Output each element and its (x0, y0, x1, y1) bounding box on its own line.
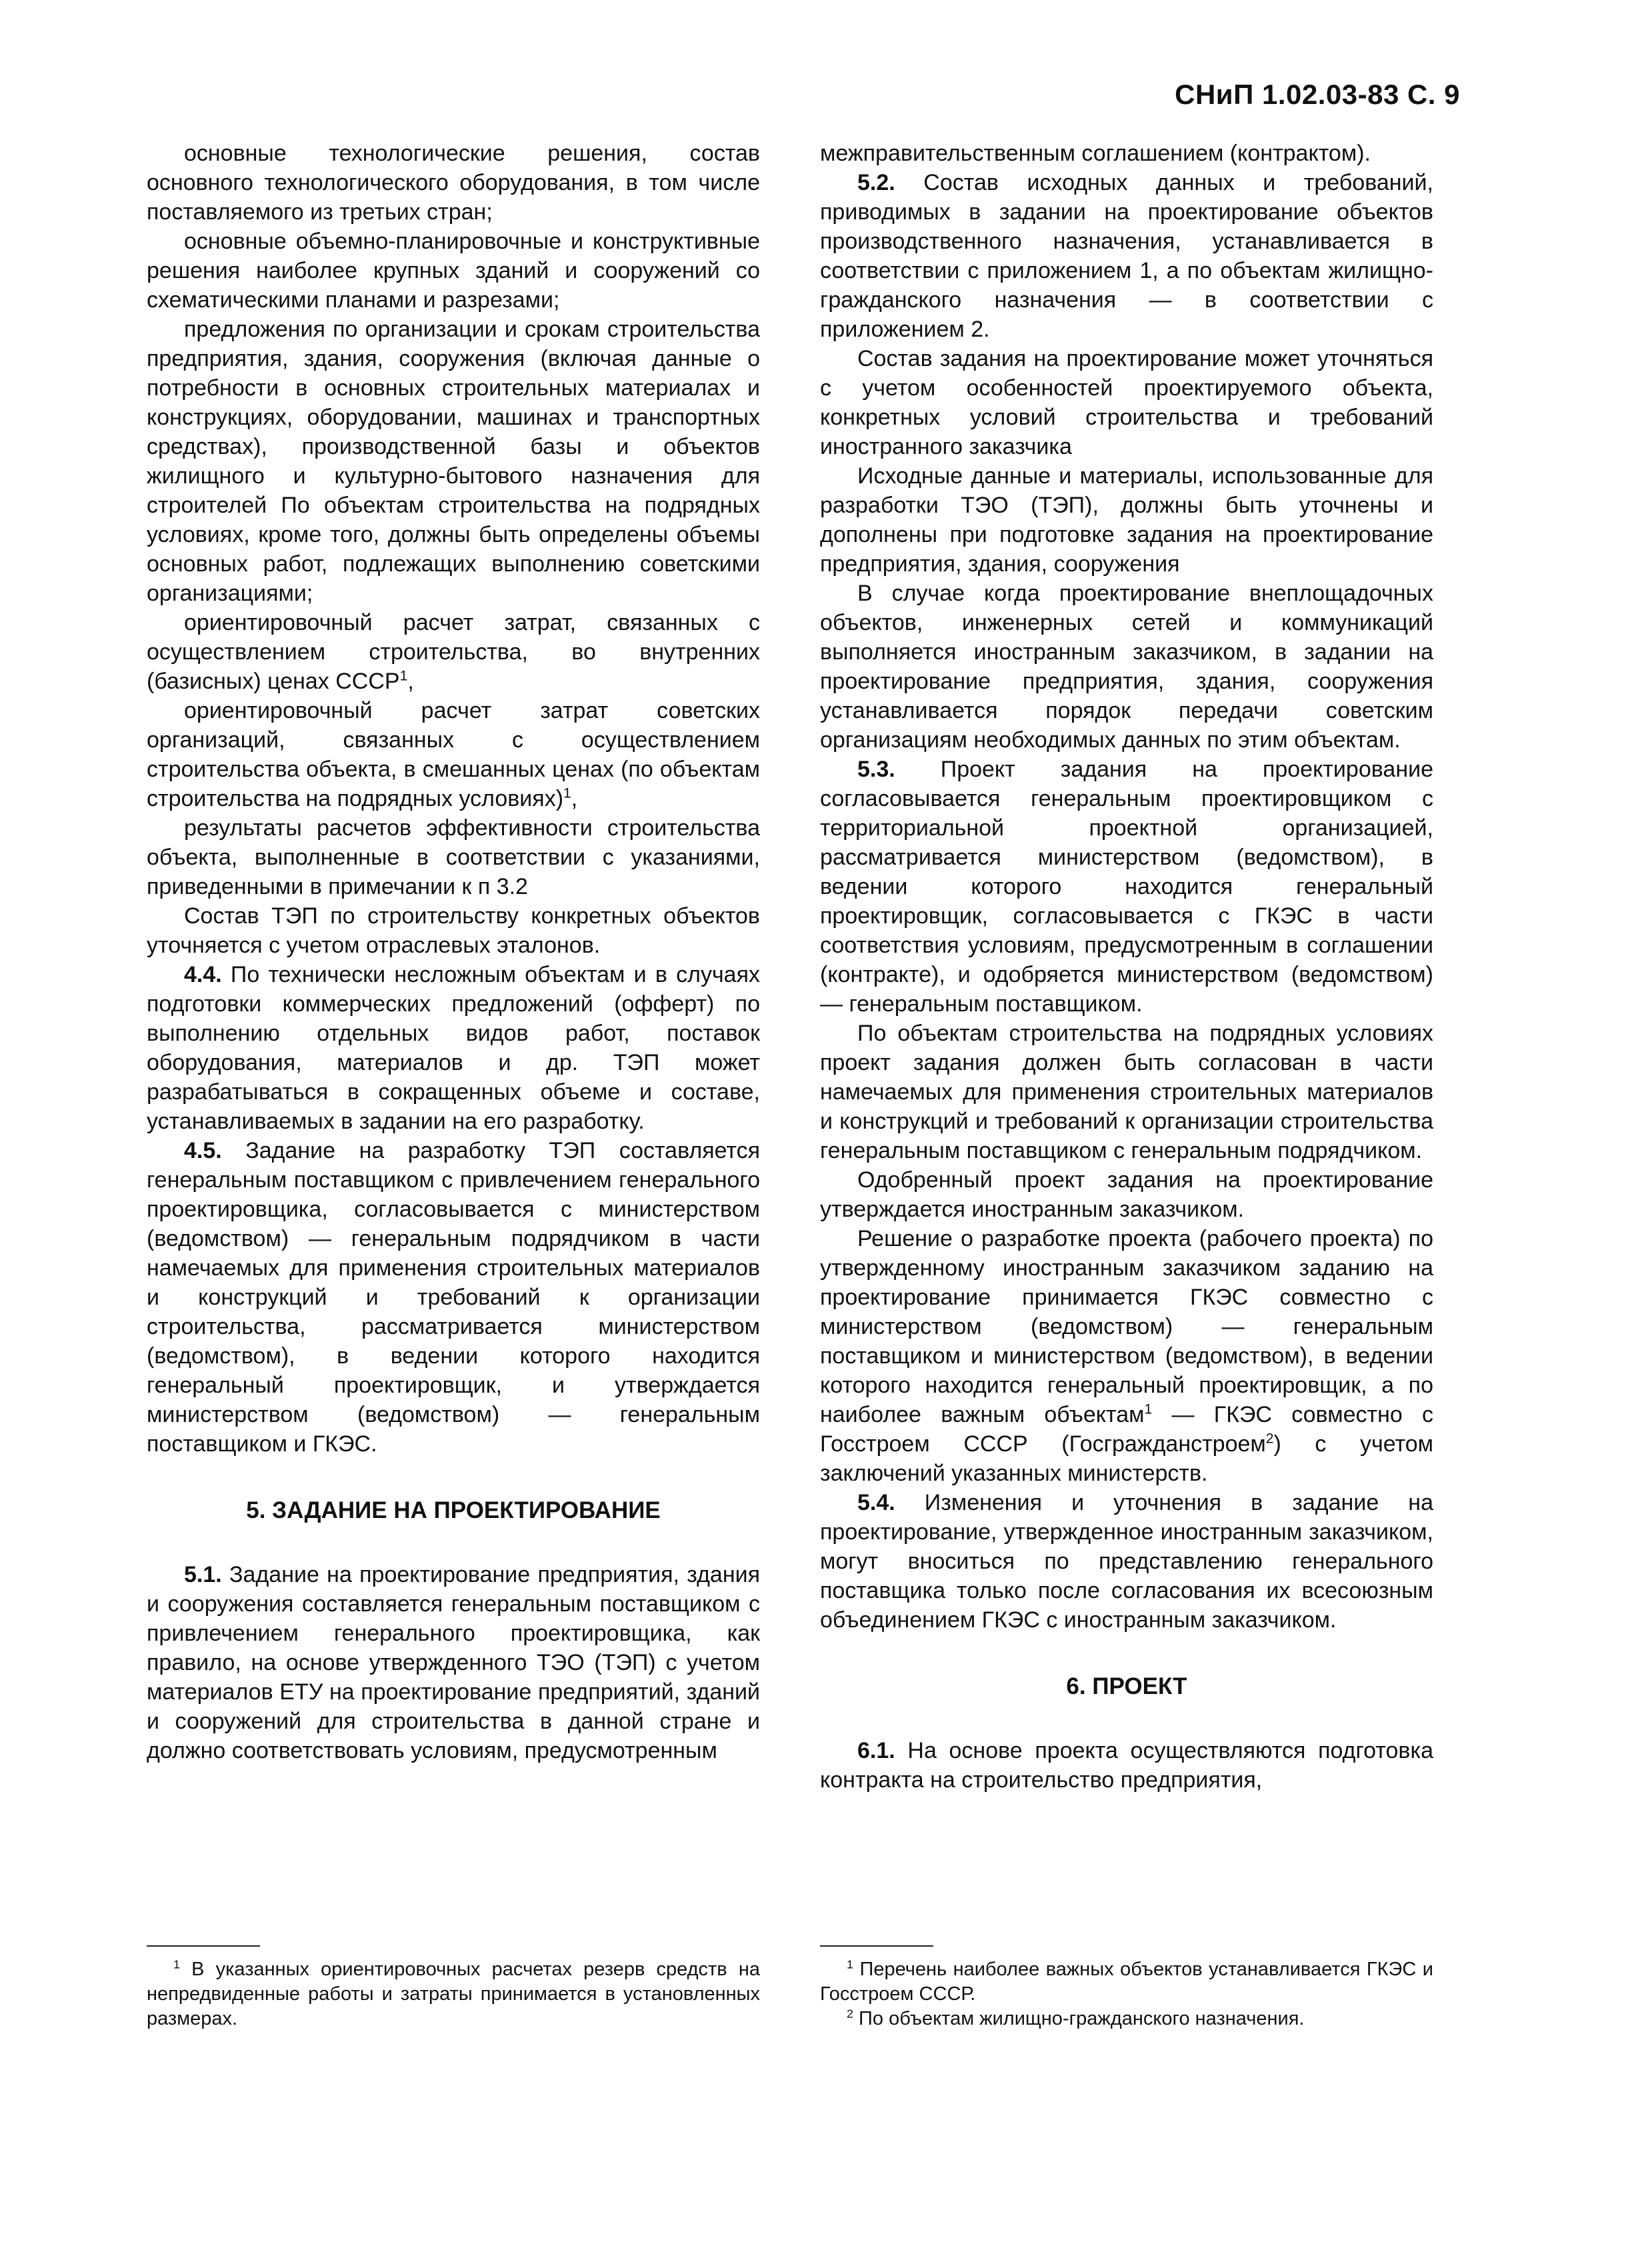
paragraph-4-5 (147, 1136, 760, 1459)
footnote (147, 1957, 760, 2031)
paragraph-text: , (407, 669, 414, 694)
paragraph-tech-solutions (147, 139, 760, 227)
right-column (820, 139, 1433, 1795)
footnote-mark: 1 (173, 1957, 180, 1971)
paragraph-task-composition (820, 344, 1433, 461)
paragraph-approval (820, 1165, 1433, 1224)
paragraph-text: Состав задания на проектирование может уточняться с учетом особенностей проектируемого объекта, конкретных условий строительства и требований иностранного заказчика (820, 346, 1433, 459)
paragraph-text: межправительственным соглашением (контрактом). (820, 141, 1371, 166)
clause-number: 4.5. (184, 1138, 222, 1163)
clause-number: 6.1. (857, 1738, 895, 1763)
paragraph-text: На основе проекта осуществляются подготовка контракта на строительство предприятия, (820, 1738, 1433, 1793)
paragraph-tep-composition (147, 901, 760, 960)
paragraph-text: Состав ТЭП по строительству конкретных объектов уточняется с учетом отраслевых эталонов. (147, 903, 760, 958)
footnote-text: Перечень наиболее важных объектов устанавливается ГКЭС и Госстроем СССР. (820, 1959, 1433, 2005)
clause-number: 5.3. (857, 757, 895, 782)
left-column (147, 139, 760, 1765)
footnotes-left (147, 1945, 760, 2031)
clause-number: 5.4. (857, 1490, 895, 1515)
paragraph-text: ориентировочный расчет затрат советских организаций, связанных с осуществлением строительства объекта, в смешанных ценах (по объектам строительства на подрядных условиях) (147, 698, 760, 811)
clause-number: 4.4. (184, 962, 222, 987)
footnote (820, 2007, 1433, 2031)
paragraph-text: результаты расчетов эффективности строительства объекта, выполненные в соответствии с указаниями, приведенными в примечании к п 3.2 (147, 815, 760, 899)
paragraph-text: В случае когда проектирование внеплощадочных объектов, инженерных сетей и коммуникаций выполняется иностранным заказчиком, в задании на проектирование предприятия, здания, сооружения устанавливается порядок передачи советским организациям необходимых данных по этим объектам. (820, 581, 1433, 753)
paragraph-text: основные технологические решения, состав основного технологического оборудования, в том числе поставляемого из третьих стран; (147, 141, 760, 225)
footnotes-right (820, 1945, 1433, 2031)
paragraph-5-1 (147, 1560, 760, 1765)
paragraph-text: Изменения и уточнения в задание на проектирование, утвержденное иностранным заказчиком, могут вноситься по представлению генерального поставщика только после согласования их всесоюзным объединением ГКЭС с иностранным заказчиком. (820, 1490, 1433, 1633)
paragraph-efficiency-results (147, 813, 760, 901)
paragraph-text: Решение о разработке проекта (рабочего проекта) по утвержденному иностранным заказчиком заданию на проектирование принимается ГКЭС совместно с министерством (ведомством) — генеральным поставщиком и министерством (ведомством), в ведении которого находится генеральный проектировщик, а по наиболее важным объектам (820, 1226, 1433, 1427)
paragraph-text: Проект задания на проектирование согласовывается генеральным проектировщиком с территориальной проектной организацией, рассматривается министерством (ведомством), в ведении которого находится генеральный проектировщик, согласовывается с ГКЭС в части соответствия условиям, предусмотренным в соглашении (контракте), и одобряется министерством (ведомством) — генеральным поставщиком. (820, 757, 1433, 1017)
paragraph-contract-objects (820, 1019, 1433, 1165)
paragraph-4-4 (147, 960, 760, 1136)
paragraph-5-4 (820, 1488, 1433, 1635)
paragraph-continuation (820, 139, 1433, 168)
paragraph-text: — ГКЭС совместно с Госстроем СССР (Госгражданстроем (820, 1402, 1433, 1457)
paragraph-text: Одобренный проект задания на проектирование утверждается иностранным заказчиком. (820, 1167, 1433, 1222)
paragraph-text: ) с учетом заключений указанных министерств. (820, 1431, 1433, 1486)
paragraph-source-data (820, 461, 1433, 579)
footnote-ref: 1 (1144, 1401, 1153, 1417)
footnote-ref: 1 (563, 785, 571, 801)
paragraph-offsite-objects (820, 579, 1433, 755)
paragraph-project-decision (820, 1224, 1433, 1488)
footnote-mark: 2 (847, 2007, 853, 2021)
paragraph-5-3 (820, 755, 1433, 1019)
footnote-ref: 2 (1265, 1431, 1274, 1447)
footnote-divider (147, 1945, 260, 1947)
paragraph-text: основные объемно-планировочные и конструктивные решения наиболее крупных зданий и сооружений со схематическими планами и разрезами; (147, 229, 760, 313)
paragraph-cost-estimate-mixed (147, 696, 760, 813)
running-header: СНиП 1.02.03-83 С. 9 (1175, 79, 1460, 110)
paragraph-text: ориентировочный расчет затрат, связанных с осуществлением строительства, во внутренних (базисных) ценах СССР (147, 610, 760, 694)
paragraph-text: По объектам строительства на подрядных условиях проект задания должен быть согласован в части намечаемых для применения строительных материалов и конструкций и требований к организации строительства генеральным поставщиком с генеральным подрядчиком. (820, 1021, 1433, 1163)
paragraph-space-planning (147, 227, 760, 315)
section-6-heading: 6. ПРОЕКТ (1066, 1673, 1187, 1699)
section-5-heading: 5. ЗАДАНИЕ НА ПРОЕКТИРОВАНИЕ (246, 1497, 661, 1523)
footnote-divider (820, 1945, 933, 1947)
footnote-text: В указанных ориентировочных расчетах резерв средств на непредвиденные работы и затраты принимается в установленных размерах. (147, 1959, 760, 2029)
paragraph-text: Исходные данные и материалы, использованные для разработки ТЭО (ТЭП), должны быть уточнены и дополнены при подготовке задания на проектирование предприятия, здания, сооружения (820, 463, 1433, 577)
paragraph-text: , (571, 786, 578, 811)
paragraph-text: По технически несложным объектам и в случаях подготовки коммерческих предложений (офферт) по выполнению отдельных видов работ, поставок оборудования, материалов и др. ТЭП может разрабатываться в сокращенных объеме и составе, устанавливаемых в задании на его разработку. (147, 962, 760, 1134)
paragraph-cost-estimate-ussr (147, 608, 760, 696)
paragraph-6-1 (820, 1736, 1433, 1795)
paragraph-construction-organization (147, 315, 760, 608)
footnote-ref: 1 (399, 668, 408, 684)
paragraph-text: Задание на проектирование предприятия, здания и сооружения составляется генеральным поставщиком с привлечением генерального проектировщика, как правило, на основе утвержденного ТЭО (ТЭП) с учетом материалов ЕТУ на проектирование предприятий, зданий и сооружений для строительства в данной стране и должно соответствовать условиям, предусмотренным (147, 1562, 760, 1763)
paragraph-5-2 (820, 168, 1433, 344)
paragraph-text: предложения по организации и срокам строительства предприятия, здания, сооружения (включая данные о потребности в основных строительных материалах и конструкциях, оборудовании, машинах и транспортных средствах), производственной базы и объектов жилищного и культурно-бытового назначения для строителей По объектам строительства на подрядных условиях, кроме того, должны быть определены объемы основных работ, подлежащих выполнению советскими организациями; (147, 317, 760, 606)
paragraph-text: Задание на разработку ТЭП составляется генеральным поставщиком с привлечением генерального проектировщика, согласовывается с министерством (ведомством) — генеральным подрядчиком в части намечаемых для применения строительных материалов и конструкций и требований к организации строительства, рассматривается министерством (ведомством), в ведении которого находится генеральный проектировщик, и утверждается министерством (ведомством) — генеральным поставщиком и ГКЭС. (147, 1138, 760, 1457)
footnote-text: По объектам жилищно-гражданского назначения. (853, 2008, 1305, 2029)
footnote (820, 1957, 1433, 2007)
footnote-mark: 1 (847, 1957, 853, 1971)
clause-number: 5.2. (857, 170, 895, 195)
clause-number: 5.1. (184, 1562, 222, 1587)
paragraph-text: Состав исходных данных и требований, приводимых в задании на проектирование объектов производственного назначения, устанавливается в соответствии с приложением 1, а по объектам жилищно-гражданского назначения — в соответствии с приложением 2. (820, 170, 1433, 342)
